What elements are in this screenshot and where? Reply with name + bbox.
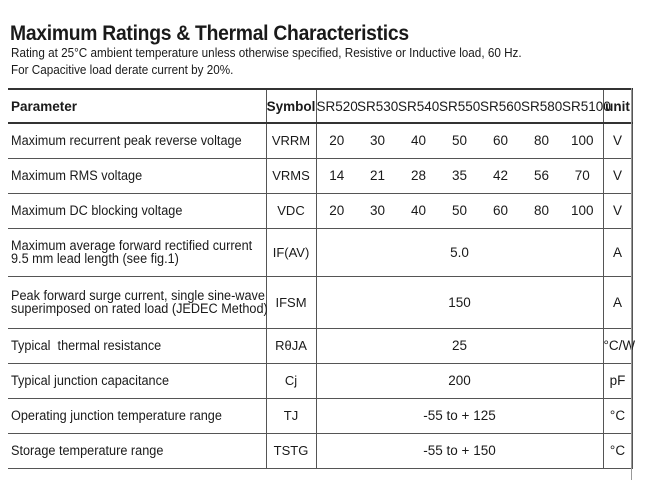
header-unit: unit [603,89,632,123]
table-row [8,228,632,276]
value-cell: 50 [439,193,480,228]
parameter-cell: Maximum recurrent peak reverse voltage [8,123,266,158]
ratings-table-container [8,88,636,480]
header-series: SR5100 [562,89,603,123]
symbol-cell: TJ [266,398,316,433]
table-row [8,398,632,433]
value-cell: 30 [357,123,398,158]
symbol-cell: VRMS [266,158,316,193]
value-cell: 20 [316,123,357,158]
parameter-cell: Operating junction temperature range [8,398,266,433]
unit-cell: pF [603,363,632,398]
header-series: SR560 [480,89,521,123]
ratings-table [8,88,636,469]
value-cell: 42 [480,158,521,193]
value-cell: 200 [316,363,603,398]
value-cell: 20 [316,193,357,228]
value-cell: 35 [439,158,480,193]
unit-cell: V [603,193,632,228]
parameter-cell: Typical junction capacitance [8,363,266,398]
rating-note: Rating at 25°C ambient temperature unless otherwise specified, Resistive or Inductive load, 60 Hz. [11,45,522,60]
value-cell: 40 [398,193,439,228]
parameter-cell: Peak forward surge current, single sine-wave superimposed on rated load (JEDEC Method) [8,276,266,328]
table-row [8,276,632,328]
unit-cell: V [603,123,632,158]
value-cell: 56 [521,158,562,193]
symbol-cell: VRRM [266,123,316,158]
header-series: SR540 [398,89,439,123]
header-series: SR530 [357,89,398,123]
value-cell: -55 to + 150 [316,433,603,468]
value-cell: 80 [521,123,562,158]
table-row [8,433,632,468]
value-cell: 80 [521,193,562,228]
symbol-cell: TSTG [266,433,316,468]
value-cell: 28 [398,158,439,193]
table-row [8,158,632,193]
derate-note: For Capacitive load derate current by 20%. [11,62,234,77]
symbol-cell: Cj [266,363,316,398]
value-cell: 70 [562,158,603,193]
parameter-cell: Maximum average forward rectified current 9.5 mm lead length (see fig.1) [8,228,266,276]
value-cell: 21 [357,158,398,193]
value-cell: 60 [480,123,521,158]
value-cell: 14 [316,158,357,193]
value-cell: 60 [480,193,521,228]
value-cell: 100 [562,123,603,158]
page-title: Maximum Ratings & Thermal Characteristics [10,22,409,45]
value-cell: 40 [398,123,439,158]
value-cell: 150 [316,276,603,328]
unit-cell: °C [603,433,632,468]
symbol-cell: IF(AV) [266,228,316,276]
header-series: SR550 [439,89,480,123]
parameter-cell: Maximum DC blocking voltage [8,193,266,228]
parameter-cell: Storage temperature range [8,433,266,468]
header-series: SR580 [521,89,562,123]
symbol-cell: VDC [266,193,316,228]
header-parameter: Parameter [8,89,266,123]
table-row [8,363,632,398]
parameter-cell: Typical thermal resistance [8,328,266,363]
value-cell: 30 [357,193,398,228]
value-cell: 100 [562,193,603,228]
unit-cell: °C [603,398,632,433]
value-cell: 5.0 [316,228,603,276]
unit-cell: A [603,228,632,276]
header-symbol: Symbol [266,89,316,123]
value-cell: 50 [439,123,480,158]
table-header-row [8,89,632,123]
table-row [8,123,632,158]
parameter-cell: Maximum RMS voltage [8,158,266,193]
unit-cell: A [603,276,632,328]
unit-cell: V [603,158,632,193]
header-series: SR520 [316,89,357,123]
unit-cell: °C/W [603,328,632,363]
symbol-cell: RθJA [266,328,316,363]
symbol-cell: IFSM [266,276,316,328]
table-row [8,328,632,363]
table-right-border [631,88,632,480]
table-row [8,193,632,228]
value-cell: -55 to + 125 [316,398,603,433]
value-cell: 25 [316,328,603,363]
